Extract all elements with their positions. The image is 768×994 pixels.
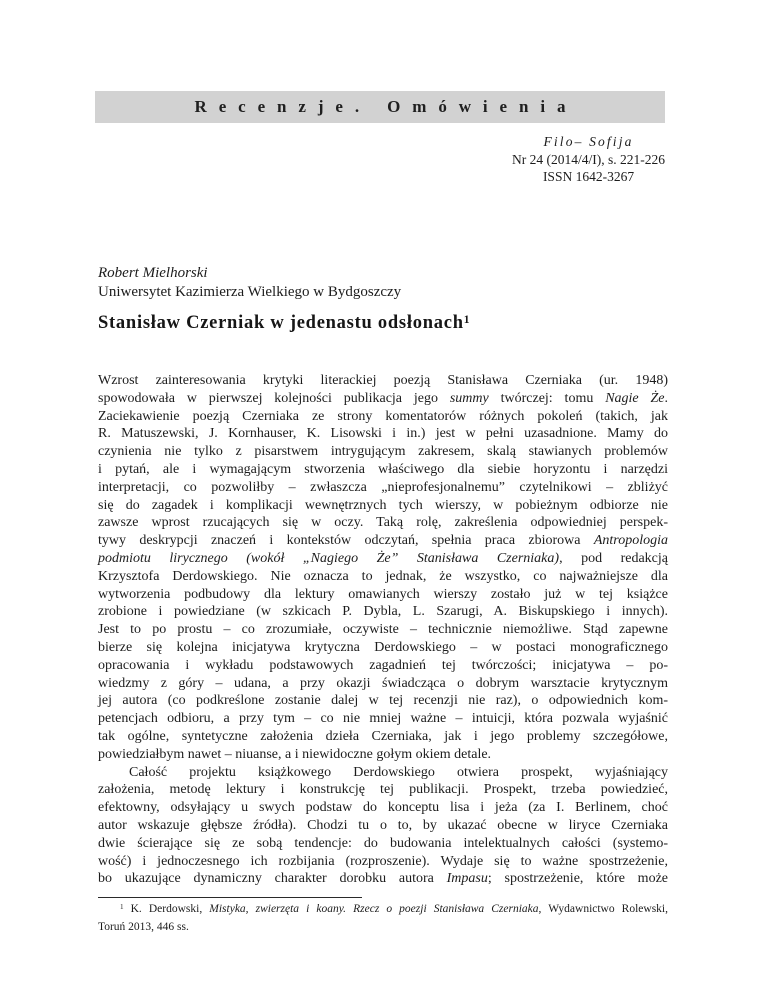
text-line: wiedzmy z góry – udana, a przy okazji świadcząca o dobrym warsztacie krytycznym (98, 675, 668, 691)
text-line: efektowny, odsyłający u swych podstaw do konceptu lisa i jeża (za I. Berlinem, choć (98, 800, 668, 816)
article-title-text: Stanisław Czerniak w jedenastu odsłonach (98, 313, 464, 333)
journal-name: Filo– Sofija (543, 134, 634, 149)
text-line: podmiotu lirycznego (wokół „Nagiego Że” Stanisława Czerniaka), pod redakcją (98, 550, 668, 566)
text-line: Całość projektu książkowego Derdowskiego otwiera prospekt, wyjaśniający (129, 764, 668, 780)
text-line: bierze się kolejna inicjatywa krytyczna Derdowskiego – w postaci monograficznego (98, 639, 668, 655)
author-name: Robert Mielhorski (98, 265, 208, 281)
text-line: powiedziałbym nawet – niuanse, a i niewidoczne gołym okiem detale. (98, 746, 492, 762)
author-affiliation: Uniwersytet Kazimierza Wielkiego w Bydgoszczy (98, 284, 402, 300)
paragraph (98, 764, 668, 889)
text-line: bo ukazujące dynamiczny charakter dorobku autora Impasu; spostrzeżenie, które może (98, 871, 668, 887)
text-line: Zaciekawienie poezją Czerniaka ze strony komentatorów różnych pokoleń (takich, jak (98, 408, 668, 424)
text-line: i pytań, ale i wymagającym stworzenia właściwego dla siebie horyzontu i narzędzi (98, 461, 668, 477)
section-header-label: Recenzje. Omówienia (194, 97, 578, 116)
text-line: dwie ścierające się ze sobą tendencje: do budowania intelektualnych całości (systemo- (98, 835, 668, 851)
text-line: tak ogólne, syntetyczne założenia dzieła Czerniaka, jak i jego problemy szczegółowe, (98, 728, 668, 744)
footnote-separator (98, 897, 362, 898)
paragraph (98, 901, 668, 936)
text-line: tywy deskrypcji znaczeń i kontekstów odczytań, spełnia praca zbiorowa Antropologia (98, 533, 668, 549)
author-block (98, 264, 401, 302)
journal-issn: ISSN 1642-3267 (542, 169, 635, 184)
text-line: wość) i jednoczesnego ich rozbijania (rozproszenie). Wydaje się to ważne spostrzeżenie, (98, 853, 668, 869)
text-line: zrobione i powiedziane (w szkicach P. Dybla, L. Szarugi, A. Biskupskiego i innych). (98, 604, 668, 620)
text-line: czynienia nie tylko z pisarstwem intrygującym zakresem, skalą stawianych problemów (98, 444, 668, 460)
text-line: Wzrost zainteresowania krytyki literackiej poezją Stanisława Czerniaka (ur. 1948) (98, 373, 668, 388)
section-header-bar (95, 91, 665, 123)
text-line: interpretacji, co pozwoliłby – zwłaszcza „nieprofesjonalnemu” czytelnikowi – zbliżyć (98, 479, 668, 495)
text-line: jej autora (co podkreślone zostanie dalej w tej recenzji nie raz), o odpowiednich kom- (98, 693, 668, 709)
text-line: opracowania i wykładu podstawowych zagadnień tej twórczości; inicjatywa – po- (98, 657, 668, 673)
text-line: spowodowała w pierwszej kolejności publikacja jego summy twórczej: tomu Nagie Że. (98, 390, 668, 406)
text-line: założenia, metodę lektury i konstrukcję tej publikacji. Prospekt, trzeba powiedzieć, (98, 782, 668, 798)
text-line: zawsze wprost rzucających się w oczy. Taką rolę, zakreślenia odpowiedniej perspek- (98, 515, 668, 531)
article-body (98, 372, 668, 888)
text-line: autor wskazuje głębsze źródła). Chodzi tu o to, by ukazać obecne w liryce Czerniaka (98, 817, 668, 833)
footnote-block (98, 901, 668, 936)
text-line: wytworzenia podbudowy dla lektury omawianych wierszy zostało już w tej książce (98, 586, 668, 602)
journal-issue: Nr 24 (2014/4/I), s. 221-226 (512, 151, 665, 167)
journal-info (512, 133, 665, 186)
text-line: Toruń 2013, 446 ss. (98, 921, 189, 933)
text-line: R. Matuszewski, J. Kornhauser, K. Lisowski i in.) jest w pełni uzasadnione. Mamy do (98, 426, 668, 442)
text-line: petencjach odbioru, a przy tym – co nie mniej ważne – intuicji, która pozwala wyjaśnić (98, 711, 668, 727)
article-title (98, 313, 470, 334)
text-line: Krzysztofa Derdowskiego. Nie oznacza to jednak, że wszystko, co najważniejsze dla (98, 568, 668, 584)
paragraph (98, 372, 668, 764)
text-line: $^1$ K. Derdowski, Mistyka, zwierzęta i koany. Rzecz o poezji Stanisława Czerniaka, Wydawnictwo Rolewski, (120, 902, 668, 915)
title-footnote-ref: 1 (463, 313, 471, 326)
text-line: Jest to po prostu – co zrozumiałe, oczywiste – technicznie niemożliwe. Stąd zapewne (98, 622, 668, 638)
text-line: się do zagadek i komplikacji wewnętrznych tych wierszy, w pobieżnym odbiorze nie (98, 497, 668, 513)
